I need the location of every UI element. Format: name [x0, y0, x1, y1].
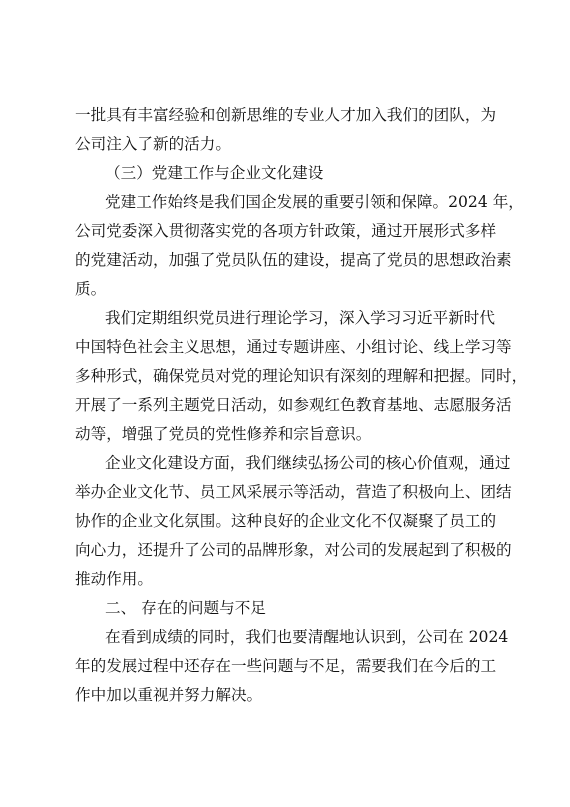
para1-line-4: 质。 — [75, 280, 107, 298]
intro-line-1: 一批具有丰富经验和创新思维的专业人才加入我们的团队，为 — [75, 106, 497, 124]
para1-line-3: 的党建活动，加强了党员队伍的建设，提高了党员的思想政治素 — [75, 251, 512, 269]
para3-line-1: 企业文化建设方面，我们继续弘扬公司的核心价值观，通过 — [105, 454, 511, 472]
para4-line-3: 作中加以重视并努力解决。 — [75, 686, 263, 704]
para3-line-3: 协作的企业文化氛围。这种良好的企业文化不仅凝聚了员工的 — [75, 512, 497, 530]
para3-line-5: 推动作用。 — [75, 570, 153, 588]
para3-line-4: 向心力，还提升了公司的品牌形象，对公司的发展起到了积极的 — [75, 541, 512, 559]
para2-line-3: 多种形式，确保党员对党的理论知识有深刻的理解和把握。同时， — [75, 367, 528, 385]
para3-line-2: 举办企业文化节、员工风采展示等活动，营造了积极向上、团结 — [75, 483, 512, 501]
para2-line-5: 动等，增强了党员的党性修养和宗旨意识。 — [75, 425, 372, 443]
section-heading-problems: 二、 存在的问题与不足 — [105, 599, 266, 617]
para1-line-1: 党建工作始终是我们国企发展的重要引领和保障。2024 年， — [105, 193, 524, 211]
para1-line-2: 公司党委深入贯彻落实党的各项方针政策，通过开展形式多样 — [75, 222, 497, 240]
para2-line-4: 开展了一系列主题党日活动，如参观红色教育基地、志愿服务活 — [75, 396, 512, 414]
para4-line-2: 年的发展过程中还存在一些问题与不足，需要我们在今后的工 — [75, 657, 497, 675]
para2-line-1: 我们定期组织党员进行理论学习，深入学习习近平新时代 — [105, 309, 495, 327]
intro-line-2: 公司注入了新的活力。 — [75, 135, 231, 153]
section-heading-party-building: （三）党建工作与企业文化建设 — [105, 164, 324, 182]
para2-line-2: 中国特色社会主义思想，通过专题讲座、小组讨论、线上学习等 — [75, 338, 512, 356]
para4-line-1: 在看到成绩的同时，我们也要清醒地认识到，公司在 2024 — [105, 628, 509, 646]
